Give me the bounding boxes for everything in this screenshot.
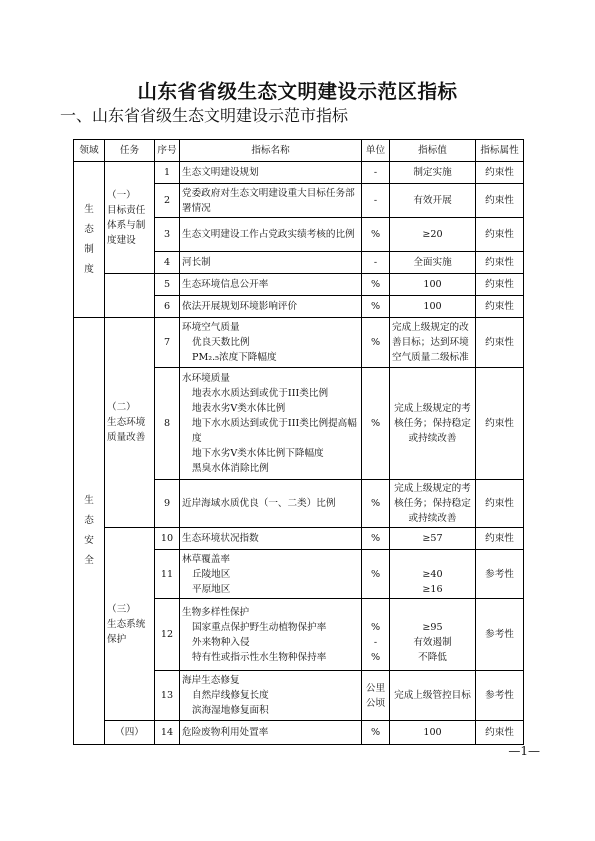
indicator-name: 林草覆盖率 丘陵地区 平原地区: [180, 550, 362, 599]
unit-cell: -: [362, 162, 390, 184]
task-cell: （二） 生态环境 质量改善: [105, 318, 155, 528]
task-cell: （四）: [105, 721, 155, 745]
unit-cell: %: [362, 550, 390, 599]
unit-cell: %: [362, 480, 390, 528]
row-no: 11: [155, 550, 180, 599]
domain-cell: 生 态 制 度: [74, 162, 105, 318]
attribute-cell: 参考性: [476, 671, 524, 721]
row-no: 2: [155, 184, 180, 218]
row-no: 12: [155, 599, 180, 671]
attribute-cell: 参考性: [476, 550, 524, 599]
page-number: —1—: [508, 744, 540, 758]
header-indicator-name: 指标名称: [180, 140, 362, 162]
table-row: [74, 162, 524, 184]
document-title: 山东省省级生态文明建设示范区指标: [137, 80, 458, 103]
table-row: [74, 721, 524, 745]
task-cell-empty: [105, 274, 155, 318]
value-cell: ≥57: [390, 528, 476, 550]
unit-cell: % - %: [362, 599, 390, 671]
attribute-cell: 约束性: [476, 274, 524, 296]
table-row: [74, 274, 524, 296]
header-domain: 领域: [74, 140, 105, 162]
unit-cell: %: [362, 274, 390, 296]
table-row: [74, 318, 524, 368]
indicator-name: 水环境质量 地表水水质达到或优于III类比例 地表水劣V类水体比例 地下水水质达到或优于III类比例提高幅度 地下水劣V类水体比例下降幅度 黑臭水体消除比例: [180, 368, 362, 480]
unit-cell: %: [362, 721, 390, 745]
value-cell: 100: [390, 296, 476, 318]
unit-cell: %: [362, 218, 390, 252]
header-no: 序号: [155, 140, 180, 162]
attribute-cell: 约束性: [476, 162, 524, 184]
attribute-cell: 约束性: [476, 318, 524, 368]
attribute-cell: 约束性: [476, 368, 524, 480]
unit-cell: %: [362, 368, 390, 480]
value-cell: 完成上级管控目标: [390, 671, 476, 721]
task-cell: （一） 目标责任 体系与制 度建设: [105, 162, 155, 274]
domain-cell: 生 态 安 全: [74, 318, 105, 745]
indicator-name: 党委政府对生态文明建设重大目标任务部署情况: [180, 184, 362, 218]
attribute-cell: 参考性: [476, 599, 524, 671]
value-cell: 全面实施: [390, 252, 476, 274]
attribute-cell: 约束性: [476, 528, 524, 550]
task-cell: （三） 生态系统 保护: [105, 528, 155, 721]
value-cell: ≥95 有效遏制 不降低: [390, 599, 476, 671]
indicator-name: 生物多样性保护 国家重点保护野生动植物保护率 外来物种入侵 特有性或指示性水生物种保持率: [180, 599, 362, 671]
table-header-row: [74, 140, 524, 162]
indicator-name: 河长制: [180, 252, 362, 274]
header-task: 任务: [105, 140, 155, 162]
header-unit: 单位: [362, 140, 390, 162]
indicator-name: 依法开展规划环境影响评价: [180, 296, 362, 318]
row-no: 5: [155, 274, 180, 296]
section-heading: 一、山东省省级生态文明建设示范市指标: [60, 106, 349, 125]
attribute-cell: 约束性: [476, 252, 524, 274]
unit-cell: 公里 公顷: [362, 671, 390, 721]
value-cell: ≥40 ≥16: [390, 550, 476, 599]
row-no: 10: [155, 528, 180, 550]
row-no: 7: [155, 318, 180, 368]
value-cell: 100: [390, 721, 476, 745]
indicator-name: 近岸海域水质优良（一、二类）比例: [180, 480, 362, 528]
indicator-name: 生态文明建设工作占党政实绩考核的比例: [180, 218, 362, 252]
indicator-name: 海岸生态修复 自然岸线修复长度 滨海湿地修复面积: [180, 671, 362, 721]
row-no: 6: [155, 296, 180, 318]
header-attribute: 指标属性: [476, 140, 524, 162]
value-cell: 完成上级规定的改善目标；达到环境空气质量二级标准: [390, 318, 476, 368]
indicator-name: 危险废物利用处置率: [180, 721, 362, 745]
unit-cell: %: [362, 318, 390, 368]
attribute-cell: 约束性: [476, 721, 524, 745]
table-row: [74, 528, 524, 550]
unit-cell: -: [362, 184, 390, 218]
value-cell: 完成上级规定的考核任务；保持稳定或持续改善: [390, 480, 476, 528]
row-no: 1: [155, 162, 180, 184]
row-no: 14: [155, 721, 180, 745]
attribute-cell: 约束性: [476, 184, 524, 218]
attribute-cell: 约束性: [476, 218, 524, 252]
attribute-cell: 约束性: [476, 296, 524, 318]
row-no: 4: [155, 252, 180, 274]
value-cell: ≥20: [390, 218, 476, 252]
unit-cell: -: [362, 252, 390, 274]
indicator-name: 环境空气质量 优良天数比例 PM₂.₅浓度下降幅度: [180, 318, 362, 368]
header-value: 指标值: [390, 140, 476, 162]
indicator-name: 生态环境状况指数: [180, 528, 362, 550]
row-no: 3: [155, 218, 180, 252]
row-no: 9: [155, 480, 180, 528]
unit-cell: %: [362, 528, 390, 550]
unit-cell: %: [362, 296, 390, 318]
row-no: 8: [155, 368, 180, 480]
attribute-cell: 约束性: [476, 480, 524, 528]
indicator-name: 生态环境信息公开率: [180, 274, 362, 296]
value-cell: 100: [390, 274, 476, 296]
value-cell: 完成上级规定的考核任务；保持稳定或持续改善: [390, 368, 476, 480]
value-cell: 制定实施: [390, 162, 476, 184]
value-cell: 有效开展: [390, 184, 476, 218]
indicator-name: 生态文明建设规划: [180, 162, 362, 184]
row-no: 13: [155, 671, 180, 721]
indicator-table: [73, 139, 524, 745]
